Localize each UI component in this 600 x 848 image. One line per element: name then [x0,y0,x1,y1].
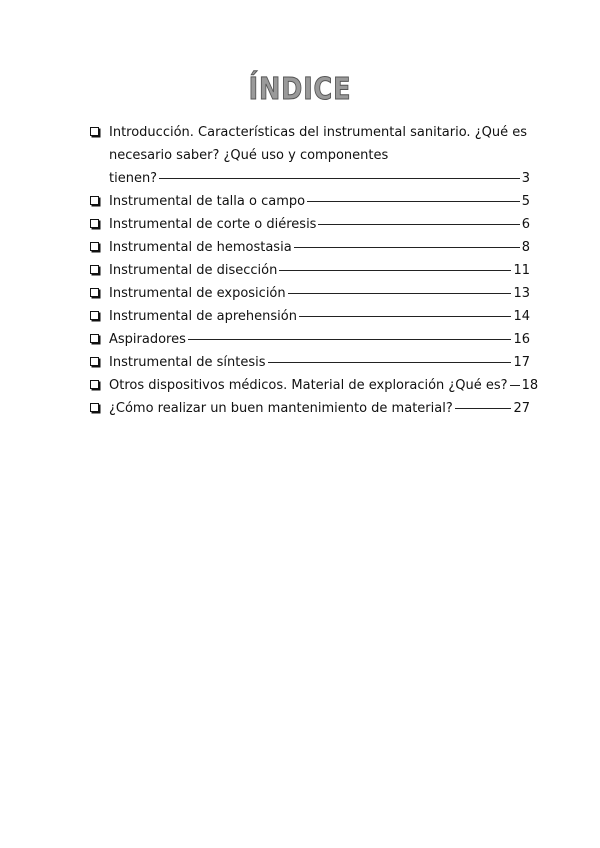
toc-page-number: 8 [521,240,530,255]
dot-leader [510,385,520,386]
checkbox-bullet-icon [90,403,99,412]
toc-page-number: 6 [521,217,530,232]
toc-entry[interactable] [90,351,530,374]
table-of-contents [90,121,539,420]
toc-entry[interactable] [90,374,539,397]
toc-entry[interactable] [90,213,530,236]
dot-leader [188,339,512,340]
checkbox-bullet-icon [90,288,99,297]
toc-entry[interactable] [90,397,530,420]
toc-entry-text: ¿Cómo realizar un buen mantenimiento de material? [109,401,453,416]
toc-entry-text: tienen? [109,171,158,186]
dot-leader [455,408,512,409]
toc-entry[interactable] [90,328,530,351]
toc-entry-text: necesario saber? ¿Qué uso y componentes [109,148,389,163]
toc-page-number: 3 [521,171,530,186]
toc-entry-text: Introducción. Características del instrumental sanitario. ¿Qué es [109,125,527,140]
checkbox-bullet-icon [90,380,99,389]
toc-entry-text: Instrumental de disección [109,263,278,278]
toc-entry-text: Instrumental de exposición [109,286,286,301]
toc-page-number: 16 [513,332,530,347]
toc-page-number: 11 [513,263,530,278]
toc-entry[interactable] [90,236,530,259]
checkbox-bullet-icon [90,357,99,366]
toc-page-number: 27 [513,401,530,416]
dot-leader [268,362,512,363]
dot-leader [318,224,519,225]
toc-page-number: 14 [513,309,530,324]
toc-page-number: 5 [521,194,530,209]
dot-leader [159,178,520,179]
checkbox-bullet-icon [90,334,99,343]
toc-entry-text: Instrumental de hemostasia [109,240,292,255]
toc-entry[interactable] [90,121,530,190]
toc-page-number: 13 [513,286,530,301]
checkbox-bullet-icon [90,196,99,205]
toc-entry[interactable] [90,282,530,305]
toc-page-number: 18 [521,378,539,393]
toc-entry[interactable] [90,190,530,213]
toc-entry-text: Instrumental de síntesis [109,355,266,370]
dot-leader [279,270,511,271]
toc-page-number: 17 [513,355,530,370]
toc-entry-text: Instrumental de talla o campo [109,194,306,209]
dot-leader [294,247,520,248]
checkbox-bullet-icon [90,127,99,136]
dot-leader [288,293,512,294]
toc-entry-text: Otros dispositivos médicos. Material de exploración ¿Qué es? [109,378,508,393]
toc-entry-text: Instrumental de corte o diéresis [109,217,317,232]
checkbox-bullet-icon [90,311,99,320]
dot-leader [299,316,512,317]
toc-entry[interactable] [90,305,530,328]
toc-entry-text: Aspiradores [109,332,186,347]
dot-leader [307,201,520,202]
toc-entry[interactable] [90,259,530,282]
checkbox-bullet-icon [90,265,99,274]
checkbox-bullet-icon [90,219,99,228]
toc-entry-text: Instrumental de aprehensión [109,309,297,324]
checkbox-bullet-icon [90,242,99,251]
page-title: ÍNDICE [248,72,352,107]
